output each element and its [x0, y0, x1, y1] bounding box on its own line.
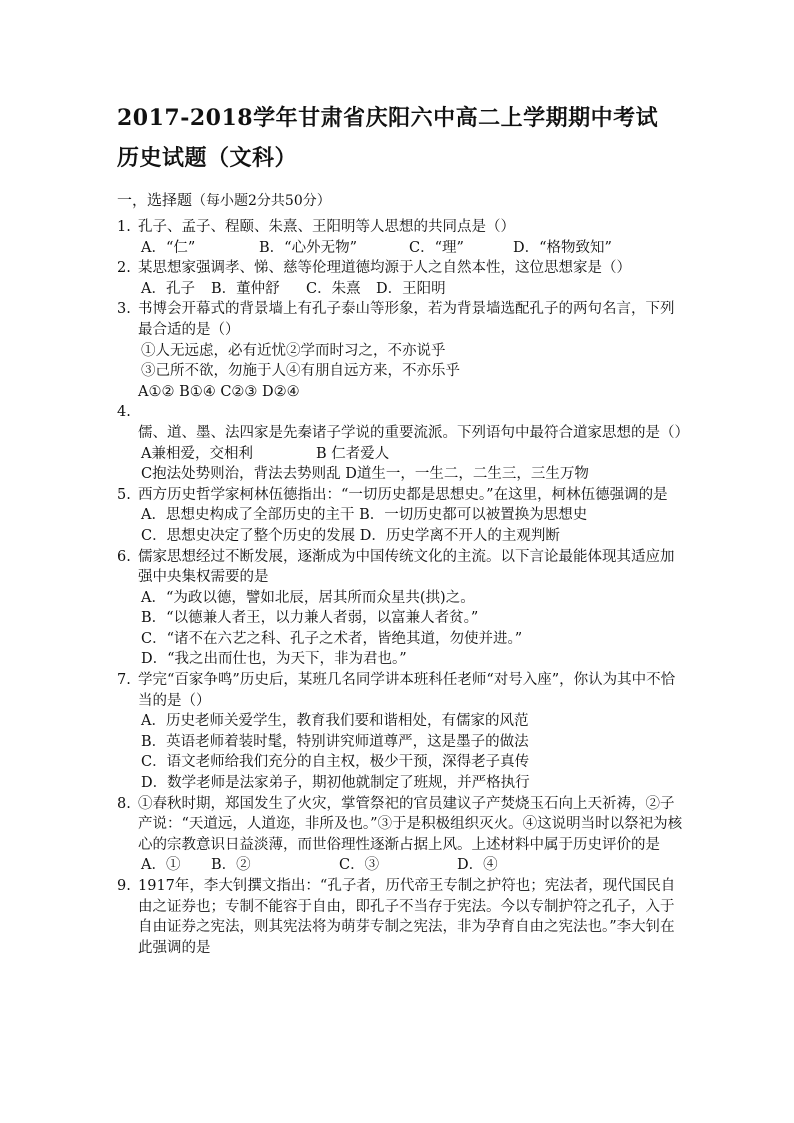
- question-number: 9.: [117, 878, 131, 894]
- section-heading-note: （每小题2分共50分）: [192, 193, 331, 209]
- question-statement: ①人无远虑，必有近忧②学而时习之，不亦说乎: [141, 342, 446, 359]
- question-text: 某思想家强调孝、悌、慈等伦理道德均源于人之自然本性，这位思想家是（）: [138, 260, 631, 277]
- question-text: 学完“百家争鸣”历史后，某班几名同学讲本班科任老师“对号入座”，你认为其中不恰当的是（）: [138, 672, 676, 709]
- question-text: 书博会开幕式的背景墙上有孔子泰山等形象，若为背景墙选配孔子的两句名言，下列最合适的是（）: [138, 301, 675, 338]
- question-text: ①春秋时期，郑国发生了火灾，掌管祭祀的官员建议子产焚烧玉石向上天祈祷，②子产说：“天道远，人道迩，非所及也。”③于是积极组织灭火。④这说明当时以祭祀为核心的宗教意识日益淡薄，而世俗理性逐渐占据上风。上述材料中属于历史评价的是: [138, 795, 683, 853]
- question-options: A．思想史构成了全部历史的主干 B．一切历史都可以被置换为思想史: [141, 507, 588, 524]
- option-b: B．②: [211, 857, 251, 874]
- question-8: [117, 794, 687, 876]
- question-number: 1.: [117, 219, 131, 235]
- option-a: A．历史老师关爱学生，教育我们要和谐相处，有儒家的风范: [141, 713, 529, 730]
- option-c: C．“理”: [409, 239, 464, 256]
- question-9: [117, 876, 687, 958]
- option-c: C．③: [339, 857, 380, 874]
- question-text: 孔子、孟子、程颐、朱熹、王阳明等人思想的共同点是（）: [138, 219, 515, 235]
- question-options: [117, 279, 687, 300]
- question-text: 儒家思想经过不断发展，逐渐成为中国传统文化的主流。以下言论最能体现其适应加强中央集权需要的是: [138, 548, 675, 586]
- question-stem: [117, 299, 687, 340]
- question-options: [117, 444, 687, 465]
- option-a: A．“仁”: [141, 239, 196, 256]
- option-c: C．语文老师给我们充分的自主权，极少干预，深得老子真传: [141, 754, 530, 771]
- exam-page: [117, 98, 687, 958]
- question-number: 5.: [117, 486, 131, 503]
- question-stem: [117, 794, 687, 856]
- option-a: A．①: [141, 857, 181, 874]
- option-c: C．朱熹: [306, 280, 361, 297]
- question-stem: [117, 258, 687, 279]
- question-number: 3.: [117, 301, 131, 318]
- question-statement: ③己所不欲，勿施于人④有朋自远方来，不亦乐乎: [141, 363, 460, 380]
- option-d: D．数学老师是法家弟子，期初他就制定了班规，并严格执行: [141, 775, 530, 792]
- section-heading-label: 一，选择题: [117, 191, 193, 209]
- option-d: D．“我之出而仕也，为天下，非为君也。”: [141, 651, 407, 668]
- question-options: A①② B①④ C②③ D②④: [138, 383, 300, 400]
- question-options: [117, 238, 687, 259]
- question-stem: [117, 402, 687, 443]
- option-b: B．英语老师着装时髦，特别讲究师道尊严，这是墨子的做法: [141, 733, 529, 750]
- question-stem: [117, 217, 687, 238]
- question-4: [117, 402, 687, 484]
- question-number: 7.: [117, 672, 131, 689]
- question-number: 2.: [117, 260, 131, 277]
- question-number: 4.: [117, 404, 131, 421]
- question-stem: [117, 547, 687, 588]
- question-6: [117, 547, 687, 671]
- question-1: [117, 217, 687, 258]
- question-text: 儒、道、墨、法四家是先秦诸子学说的重要流派。下列语句中最符合道家思想的是（）: [138, 424, 689, 441]
- option-d: D．“格物致知”: [513, 239, 612, 256]
- section-heading: [117, 188, 687, 213]
- question-stem: [117, 670, 687, 711]
- question-options: C．思想史决定了整个历史的发展 D．历史学离不开人的主观判断: [141, 527, 560, 544]
- option-d: D．④: [457, 857, 498, 874]
- question-options: [117, 855, 687, 876]
- question-stem: [117, 485, 687, 506]
- question-3: [117, 299, 687, 402]
- option-d: D．王阳明: [376, 280, 446, 297]
- option-a: A．“为政以德，譬如北辰，居其所而众星共(拱)之。: [141, 589, 475, 606]
- question-2: [117, 258, 687, 299]
- question-stem: [117, 876, 687, 958]
- question-5: [117, 485, 687, 547]
- question-text: 1917年，李大钊撰文指出：“孔子者，历代帝王专制之护符也；宪法者，现代国民自由之证券也；专制不能容于自由，即孔子不当存于宪法。今以专制护符之孔子，入于自由证券之宪法，则其宪法将为萌芽专制之宪法，非为孕育自由之宪法也。”李大钊在此强调的是: [138, 878, 676, 956]
- question-7: [117, 670, 687, 794]
- option-c: C．“诸不在六艺之科、孔子之术者，皆绝其道，勿使并进。”: [141, 630, 523, 647]
- option-b: B．“以德兼人者王，以力兼人者弱，以富兼人者贫。”: [141, 610, 479, 627]
- question-options: C抱法处势则治，背法去势则乱 D道生一，一生二，二生三，三生万物: [141, 466, 589, 483]
- exam-title-line-2: 历史试题（文科）: [117, 145, 298, 171]
- question-text: 西方历史哲学家柯林伍德指出：“一切历史都是思想史。”在这里，柯林伍德强调的是: [138, 486, 668, 503]
- option-b: B 仁者爱人: [316, 445, 390, 462]
- option-b: B．董仲舒: [211, 280, 280, 297]
- question-number: 8.: [117, 795, 131, 812]
- exam-title-line-1: 2017-2018学年甘肃省庆阳六中高二上学期期中考试: [117, 105, 659, 131]
- option-b: B．“心外无物”: [259, 239, 357, 256]
- option-a: A．孔子: [141, 280, 195, 297]
- question-number: 6.: [117, 548, 131, 565]
- option-a: A兼相爱，交相利: [141, 445, 253, 462]
